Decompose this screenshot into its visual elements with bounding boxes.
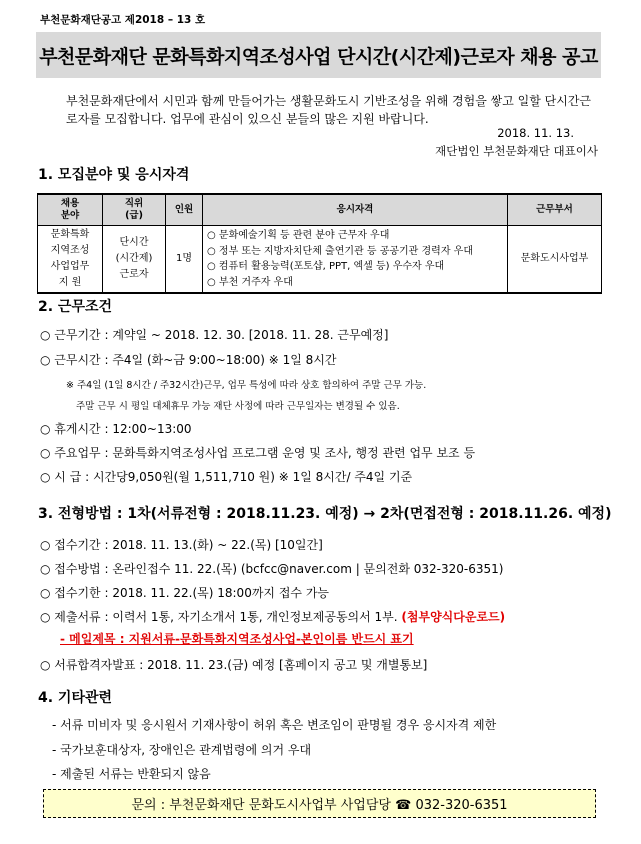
qualification-item: ○ 컴퓨터 활용능력(포토샵, PPT, 엑셀 등) 우수자 우대 bbox=[207, 261, 445, 272]
col-count-header: 인원 bbox=[166, 194, 203, 226]
section1-heading: 1. 모집분야 및 응시자격 bbox=[38, 167, 190, 183]
table-row bbox=[38, 226, 602, 294]
application-deadline: ○ 접수기한 : 2018. 11. 22.(목) 18:00까지 접수 가능 bbox=[40, 586, 330, 600]
cell-qualifications bbox=[203, 226, 508, 294]
break-time: ○ 휴게시간 : 12:00~13:00 bbox=[40, 422, 192, 436]
result-announcement: ○ 서류합격자발표 : 2018. 11. 23.(금) 예정 [홈페이지 공고 및 개별통보] bbox=[40, 658, 428, 672]
cell-position: 단시간 (시간제) 근로자 bbox=[103, 226, 166, 294]
col-department-header: 근무부서 bbox=[508, 194, 602, 226]
list-item: - 제출된 서류는 반환되지 않음 bbox=[52, 767, 211, 781]
main-duties: ○ 주요업무 : 문화특화지역조성사업 프로그램 운영 및 조사, 행정 관련 업무 보조 등 bbox=[40, 446, 476, 460]
section4-heading: 4. 기타관련 bbox=[38, 690, 113, 706]
intro-paragraph: 부천문화재단에서 시민과 함께 만들어가는 생활문화도시 기반조성을 위해 경험을 쌓고 일할 단시간근로자를 모집합니다. 업무에 관심이 있으신 분들의 많은 지원 바랍니다. bbox=[66, 94, 592, 126]
application-period: ○ 접수기간 : 2018. 11. 13.(화) ~ 22.(목) [10일간] bbox=[40, 538, 323, 552]
page-title: 부천문화재단 문화특화지역조성사업 단시간(시간제)근로자 채용 공고 bbox=[39, 45, 598, 68]
col-qualifications-header: 응시자격 bbox=[203, 194, 508, 226]
contact-box bbox=[43, 789, 596, 818]
work-period: ○ 근무기간 : 계약일 ~ 2018. 12. 30. [2018. 11. 28. 근무예정] bbox=[40, 328, 389, 342]
qualification-item: ○ 정부 또는 지방자치단체 출연기관 등 공공기관 경력자 우대 bbox=[207, 245, 473, 257]
recruitment-table bbox=[37, 193, 602, 294]
section2-heading: 2. 근무조건 bbox=[38, 299, 113, 315]
issuing-organization: 재단법인 부천문화재단 대표이사 bbox=[435, 144, 598, 158]
section3-heading: 3. 전형방법 : 1차(서류전형 : 2018.11.23. 예정) → 2차(면접전형 : 2018.11.26. 예정) bbox=[38, 506, 612, 522]
cell-field: 문화특화 지역조성 사업업무 지 원 bbox=[38, 226, 103, 294]
cell-count: 1명 bbox=[166, 226, 203, 294]
title-banner bbox=[36, 32, 601, 78]
form-download-link[interactable]: (첨부양식다운로드) bbox=[401, 610, 506, 624]
list-item: - 서류 미비자 및 응시원서 기재사항이 허위 혹은 변조임이 판명될 경우 응시자격 제한 bbox=[52, 718, 497, 732]
qualification-item: ○ 문화예술기획 등 관련 분야 근무자 우대 bbox=[207, 230, 390, 241]
application-method: ○ 접수방법 : 온라인접수 11. 22.(목) (bcfcc@naver.com | 문의전화 032-320-6351) bbox=[40, 562, 504, 576]
qualification-item: ○ 부천 거주자 우대 bbox=[207, 276, 293, 288]
hourly-pay: ○ 시 급 : 시간당9,050원(월 1,511,710 원) ※ 1일 8시간/ 주4일 기준 bbox=[40, 470, 413, 484]
col-position-header: 직위 (급) bbox=[103, 194, 166, 226]
work-hours-note-2: 주말 근무 시 평일 대체휴무 가능 재단 사정에 따라 근무일자는 변경될 수 있음. bbox=[76, 401, 400, 412]
cell-department: 문화도시사업부 bbox=[508, 226, 602, 294]
notice-number: 부천문화재단공고 제2018 – 13 호 bbox=[40, 14, 206, 26]
list-item: - 국가보훈대상자, 장애인은 관계법령에 의거 우대 bbox=[52, 743, 312, 757]
work-hours: ○ 근무시간 : 주4일 (화~금 9:00~18:00) ※ 1일 8시간 bbox=[40, 353, 337, 367]
announcement-date: 2018. 11. 13. bbox=[497, 126, 574, 140]
work-hours-note-1: ※ 주4일 (1일 8시간 / 주32시간)근무, 업무 특성에 따라 상호 합의하여 주말 근무 가능. bbox=[66, 380, 427, 391]
email-subject-instruction bbox=[60, 630, 414, 647]
col-field-header: 채용 분야 bbox=[38, 194, 103, 226]
contact-text: 문의 : 부천문화재단 문화도시사업부 사업담당 ☎ 032-320-6351 bbox=[131, 798, 508, 813]
email-subject-text: - 메일제목 : 지원서류-문화특화지역조성사업-본인이름 반드시 표기 bbox=[60, 632, 414, 646]
required-documents bbox=[40, 608, 505, 625]
required-documents-text: ○ 제출서류 : 이력서 1통, 자기소개서 1통, 개인정보제공동의서 1부. bbox=[40, 610, 402, 624]
